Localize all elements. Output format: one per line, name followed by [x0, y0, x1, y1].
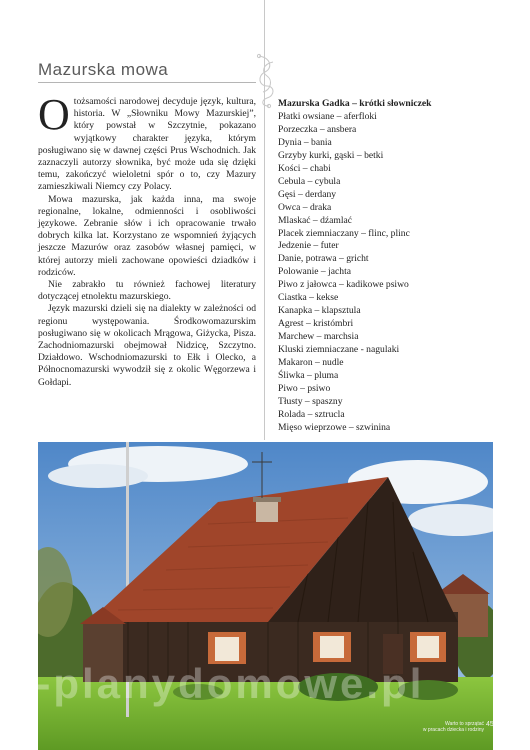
glossary-item: Porzeczka – ansbera	[278, 123, 357, 135]
glossary-item: Piwo z jałowca – kadikowe psiwo	[278, 279, 409, 291]
glossary-item: Agrest – kristómbri	[278, 318, 354, 330]
swirl-ornament-icon	[255, 52, 277, 110]
glossary-item: Grzyby kurki, gąski – betki	[278, 149, 384, 161]
glossary-title: Mazurska Gadka – krótki słowniczek	[278, 98, 432, 109]
glossary-item: Jedzenie – futer	[278, 240, 339, 252]
glossary-item: Tłusty – spaszny	[278, 395, 343, 407]
footer-caption: Warto to sprzątać w pracach dziecka i rodziny	[422, 721, 484, 733]
glossary-item: Gęsi – derdany	[278, 188, 337, 200]
glossary-item: Dynia – bania	[278, 136, 332, 148]
glossary-item: Makaron – nudle	[278, 357, 344, 369]
glossary	[278, 98, 498, 435]
glossary-item: Rolada – sztrucla	[278, 408, 345, 420]
glossary-item: Ciastka – kekse	[278, 292, 339, 304]
glossary-item: Cebula – cybula	[278, 175, 341, 187]
glossary-item: Placek ziemniaczany – flinc, plinc	[278, 227, 410, 239]
title-rule	[38, 82, 256, 83]
watermark: e-planydomowe.pl	[10, 660, 425, 707]
glossary-item: Owca – draka	[278, 201, 332, 213]
paragraph-2: Mowa mazurska, jak każda inna, ma swoje regionalne, lokalne, odmienności i osobliwości językowe. Zebranie słów i ich opracowanie trwało dobrych kilka lat. Korzystano ze wspomnień żyjących jeszcze Mazurów oraz zasobów własnej pamięci, w której autorzy mieli zachowane opowieści dziadków i rodziców.	[38, 193, 256, 278]
article-title: Mazurska mowa	[38, 60, 169, 79]
glossary-item: Mięso wieprzowe – szwinina	[278, 421, 391, 433]
glossary-item: Polowanie – jachta	[278, 266, 351, 278]
drop-cap: O	[38, 90, 70, 139]
glossary-item: Marchew – marchsia	[278, 331, 359, 343]
page-number: 45	[486, 721, 494, 728]
paragraph-1: Otożsamości narodowej decyduje język, kultura, historia. W „Słowniku Mowy Mazurskiej”, który powstał w Szczytnie, pokazano wyjątkowy charakter języka, którym posługiwano się w dawnej części Prus Wschodnich. Jak zaznaczyli autorzy słownika, być może uda się dzięki temu, zakończyć wieloletni spór o to, czy Mazury zamieszkiwali Niemcy czy Polacy.	[38, 90, 256, 193]
glossary-item: Kości – chabi	[278, 162, 331, 174]
glossary-item: Śliwka – pluma	[278, 370, 339, 382]
glossary-item: Danie, potrawa – gricht	[278, 253, 369, 265]
glossary-item: Kanapka – klapsztula	[278, 305, 361, 317]
paragraph-4: Język mazurski dzieli się na dialekty w zależności od regionu występowania. Środkowomazurskim posługiwano się w okolicach Mrągowa, Giżycka, Pisza. Zachodniomazurski obejmował Nidzicę, Szczytno. Działdowo. Wschodniomazurski to Ełk i Olecko, a Północnomazurski wywodził się z okolic Węgorzewa i Gołdapi.	[38, 303, 256, 388]
article-body	[38, 90, 256, 389]
glossary-item: Piwo – psiwo	[278, 382, 331, 394]
glossary-item: Płatki owsiane – aferfloki	[278, 110, 377, 122]
glossary-item: Mlaskać – dźamlać	[278, 214, 353, 226]
glossary-item: Kluski ziemniaczane - nagulaki	[278, 344, 400, 356]
paragraph-3: Nie zabrakło tu również fachowej literatury dotyczącej etnolektu mazurskiego.	[38, 279, 256, 303]
